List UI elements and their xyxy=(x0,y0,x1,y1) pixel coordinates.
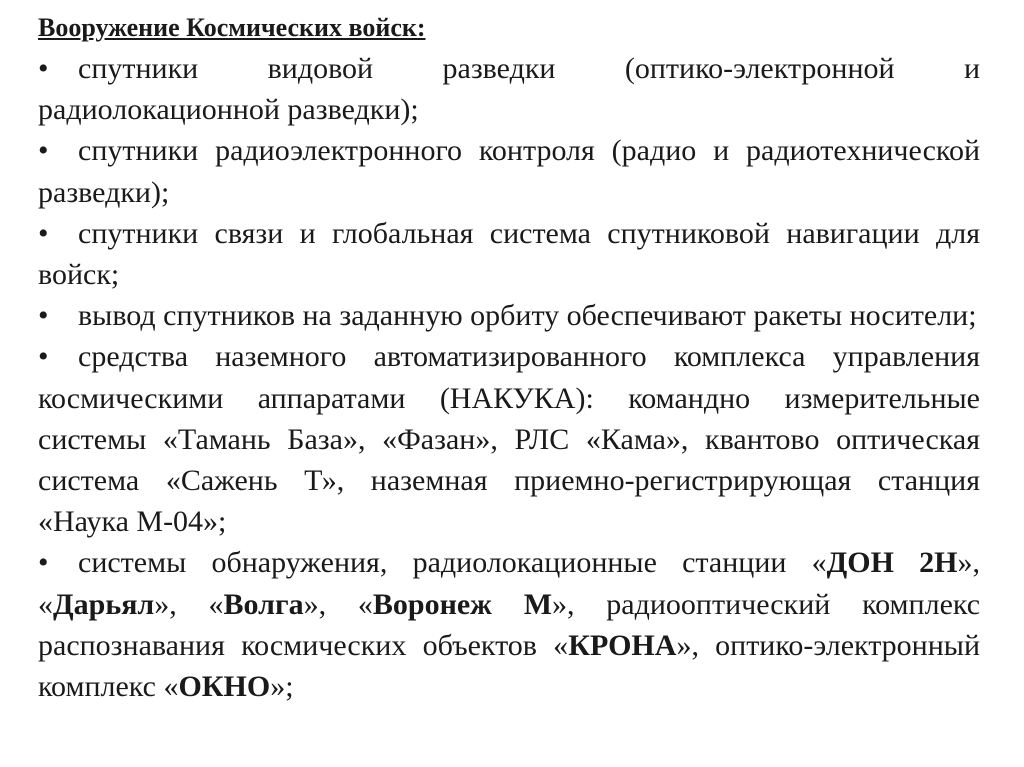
bullet-item xyxy=(38,336,980,542)
bullet-marker: • xyxy=(38,134,49,168)
system-name-voronezh-m: Воронеж М xyxy=(372,587,553,621)
bullet-marker: • xyxy=(38,52,49,85)
bullet-item xyxy=(38,295,980,336)
slide-content xyxy=(38,8,980,707)
text-segment: », « xyxy=(154,587,224,621)
bullet-marker: • xyxy=(38,216,49,250)
text-segment: », оптико-электронный комплекс « xyxy=(38,628,981,704)
text-segment: », « xyxy=(303,587,373,621)
bullet-item xyxy=(38,48,980,130)
bullet-text: спутники видовой разведки (оптико-электронной и радиолокационной разведки); xyxy=(38,52,980,127)
bullet-item xyxy=(38,213,980,295)
bullet-item xyxy=(38,130,980,212)
system-name-volga: Волга xyxy=(223,587,304,621)
text-segment: системы обнаружения, радиолокационные станции « xyxy=(78,546,827,580)
system-name-okno: ОКНО xyxy=(178,670,271,704)
system-name-krona: КРОНА xyxy=(568,628,677,662)
bullet-marker: • xyxy=(38,340,49,374)
system-name-daryal: Дарьял xyxy=(53,587,155,621)
bullet-text: вывод спутников на заданную орбиту обеспечивают ракеты носители; xyxy=(78,299,977,333)
bullet-marker: • xyxy=(38,299,49,333)
text-segment: », « xyxy=(38,546,980,621)
bullet-marker: • xyxy=(38,546,49,580)
bullet-list xyxy=(38,48,980,707)
bullet-item xyxy=(38,542,980,707)
text-segment: »; xyxy=(270,670,294,704)
text-segment: », радиооптический комплекс распознавания космических объектов « xyxy=(38,587,981,662)
bullet-text: средства наземного автоматизированного комплекса управления космическими аппаратами (НАКУКА): командно измерительные системы «Тамань База», «Фазан», РЛС «Кама», квантово оптическая система «Сажень Т», наземная приемно-регистрирующая станция «Наука М-04»; xyxy=(38,340,980,539)
bullet-text: спутники связи и глобальная система спутниковой навигации для войск; xyxy=(38,216,980,292)
bullet-text: спутники радиоэлектронного контроля (радио и радиотехнической разведки); xyxy=(38,134,980,209)
slide-title: Вооружение Космических войск: xyxy=(38,13,426,42)
system-name-don-2n: ДОН 2Н xyxy=(826,546,958,580)
